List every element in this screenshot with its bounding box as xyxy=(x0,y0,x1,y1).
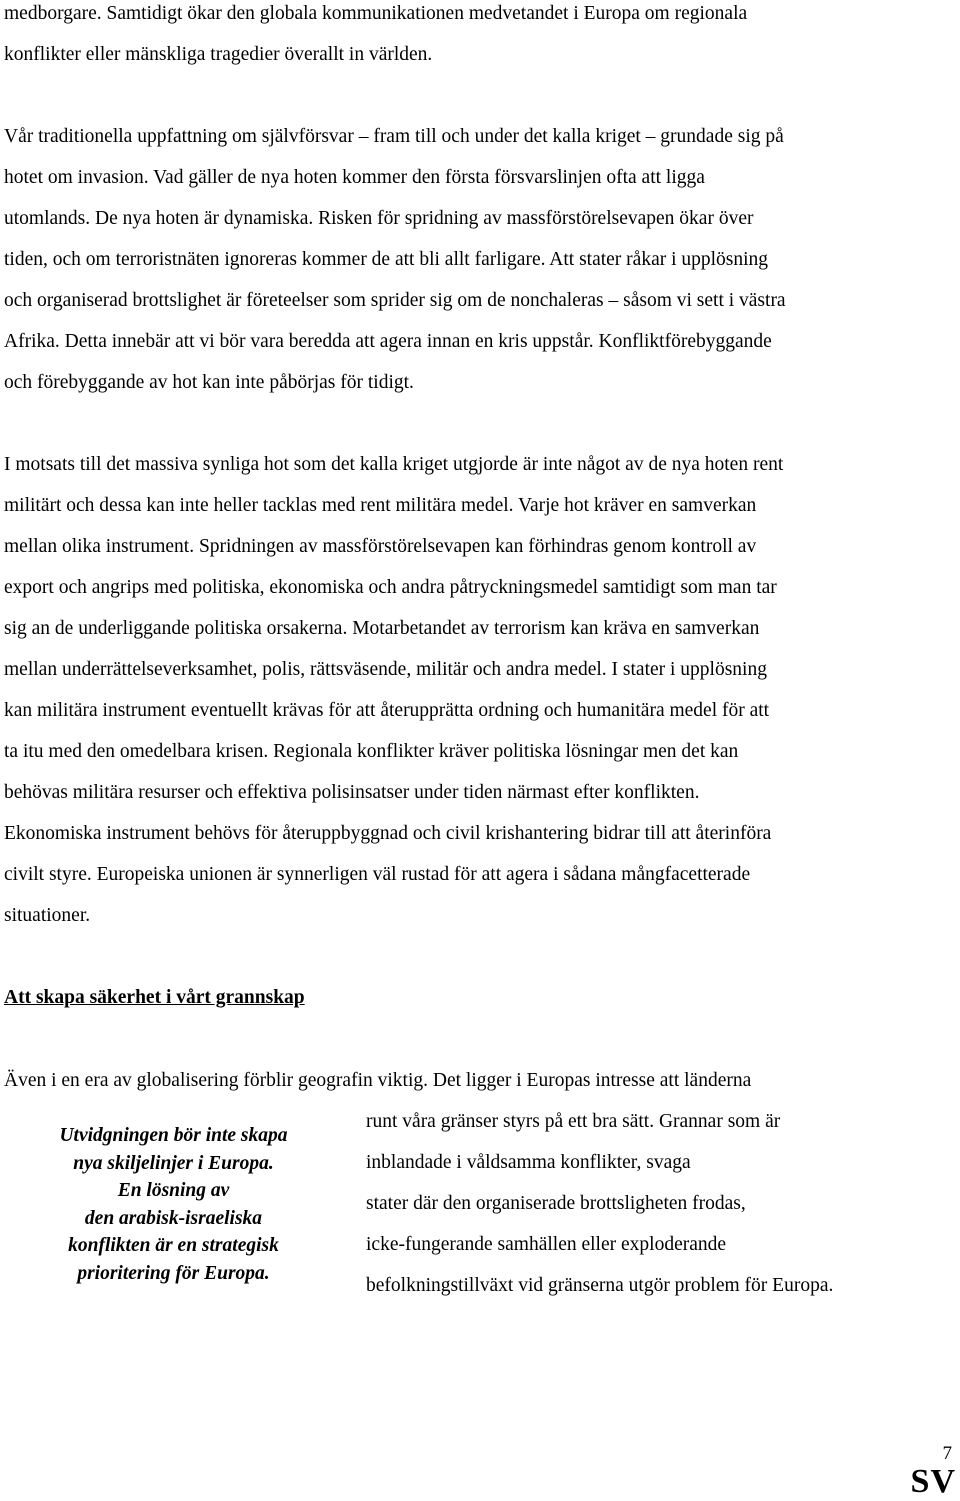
text-line: stater där den organiserade brottsligheten frodas, xyxy=(366,1193,746,1214)
paragraph-4-first-line xyxy=(4,1060,959,1101)
page-number: 7 xyxy=(942,1443,952,1464)
pull-quote-line: den arabisk-israeliska xyxy=(84,1207,263,1229)
paragraph-4-wrapped-column xyxy=(366,1101,833,1306)
text-line: runt våra gränser styrs på ett bra sätt. Grannar som är xyxy=(366,1111,781,1132)
language-mark: SV xyxy=(910,1463,956,1500)
text-line: export och angrips med politiska, ekonomiska och andra påtryckningsmedel samtidigt som man tar xyxy=(4,577,777,598)
pull-quote xyxy=(16,1122,331,1287)
paragraph-3 xyxy=(4,444,959,936)
text-line: Vår traditionella uppfattning om självförsvar – fram till och under det kalla kriget – grundade sig på xyxy=(4,126,784,147)
text-line: mellan underrättelseverksamhet, polis, rättsväsende, militär och andra medel. I stater i upplösning xyxy=(4,659,767,680)
section-heading: Att skapa säkerhet i vårt grannskap xyxy=(4,987,305,1008)
text-line: militärt och dessa kan inte heller tacklas med rent militära medel. Varje hot kräver en samverkan xyxy=(4,495,757,516)
text-line: icke-fungerande samhällen eller exploderande xyxy=(366,1234,727,1255)
paragraph-2 xyxy=(4,116,959,403)
text-line: tiden, och om terroristnäten ignoreras kommer de att bli allt farligare. Att stater råkar i upplösning xyxy=(4,249,769,270)
text-line: befolkningstillväxt vid gränserna utgör problem för Europa. xyxy=(366,1275,834,1296)
pull-quote-line: En lösning av xyxy=(117,1180,230,1201)
text-line: och förebyggande av hot kan inte påbörjas för tidigt. xyxy=(4,372,414,393)
text-line: ta itu med den omedelbara krisen. Regionala konflikter kräver politiska lösningar men det kan xyxy=(4,741,739,762)
text-line: Afrika. Detta innebär att vi bör vara beredda att agera innan en kris uppstår. Konfliktförebyggande xyxy=(4,331,772,352)
text-line: I motsats till det massiva synliga hot som det kalla kriget utgjorde är inte något av de nya hoten rent xyxy=(4,454,784,475)
text-line: situationer. xyxy=(4,905,91,926)
text-line: behövas militära resurser och effektiva polisinsatser under tiden närmast efter konflikten. xyxy=(4,782,700,803)
text-line: civilt styre. Europeiska unionen är synnerligen väl rustad för att agera i sådana mångfacetterade xyxy=(4,864,751,885)
paragraph-1 xyxy=(4,0,959,75)
text-line: mellan olika instrument. Spridningen av massförstörelsevapen kan förhindras genom kontroll av xyxy=(4,536,757,557)
text-line: sig an de underliggande politiska orsakerna. Motarbetandet av terrorism kan kräva en samverkan xyxy=(4,618,760,639)
text-line: och organiserad brottslighet är företeelser som sprider sig om de nonchaleras – såsom vi sett i västra xyxy=(4,290,786,311)
pull-quote-line: konflikten är en strategisk xyxy=(68,1235,279,1256)
pull-quote-line: Utvidgningen bör inte skapa xyxy=(59,1125,288,1146)
text-line: medborgare. Samtidigt ökar den globala kommunikationen medvetandet i Europa om regionala xyxy=(4,3,748,24)
text-line: Även i en era av globalisering förblir geografin viktig. Det ligger i Europas intresse att länderna xyxy=(4,1070,752,1091)
pull-quote-line: prioritering för Europa. xyxy=(77,1262,270,1284)
text-line: Ekonomiska instrument behövs för återuppbyggnad och civil krishantering bidrar till att återinföra xyxy=(4,823,772,844)
text-line: kan militära instrument eventuellt krävas för att återupprätta ordning och humanitära medel för att xyxy=(4,700,770,721)
text-line: konflikter eller mänskliga tragedier överallt in världen. xyxy=(4,44,433,65)
pull-quote-line: nya skiljelinjer i Europa. xyxy=(73,1152,274,1174)
text-line: utomlands. De nya hoten är dynamiska. Risken för spridning av massförstörelsevapen ökar över xyxy=(4,208,754,229)
text-line: inblandade i våldsamma konflikter, svaga xyxy=(366,1152,691,1173)
text-line: hotet om invasion. Vad gäller de nya hoten kommer den första försvarslinjen ofta att ligga xyxy=(4,167,705,188)
